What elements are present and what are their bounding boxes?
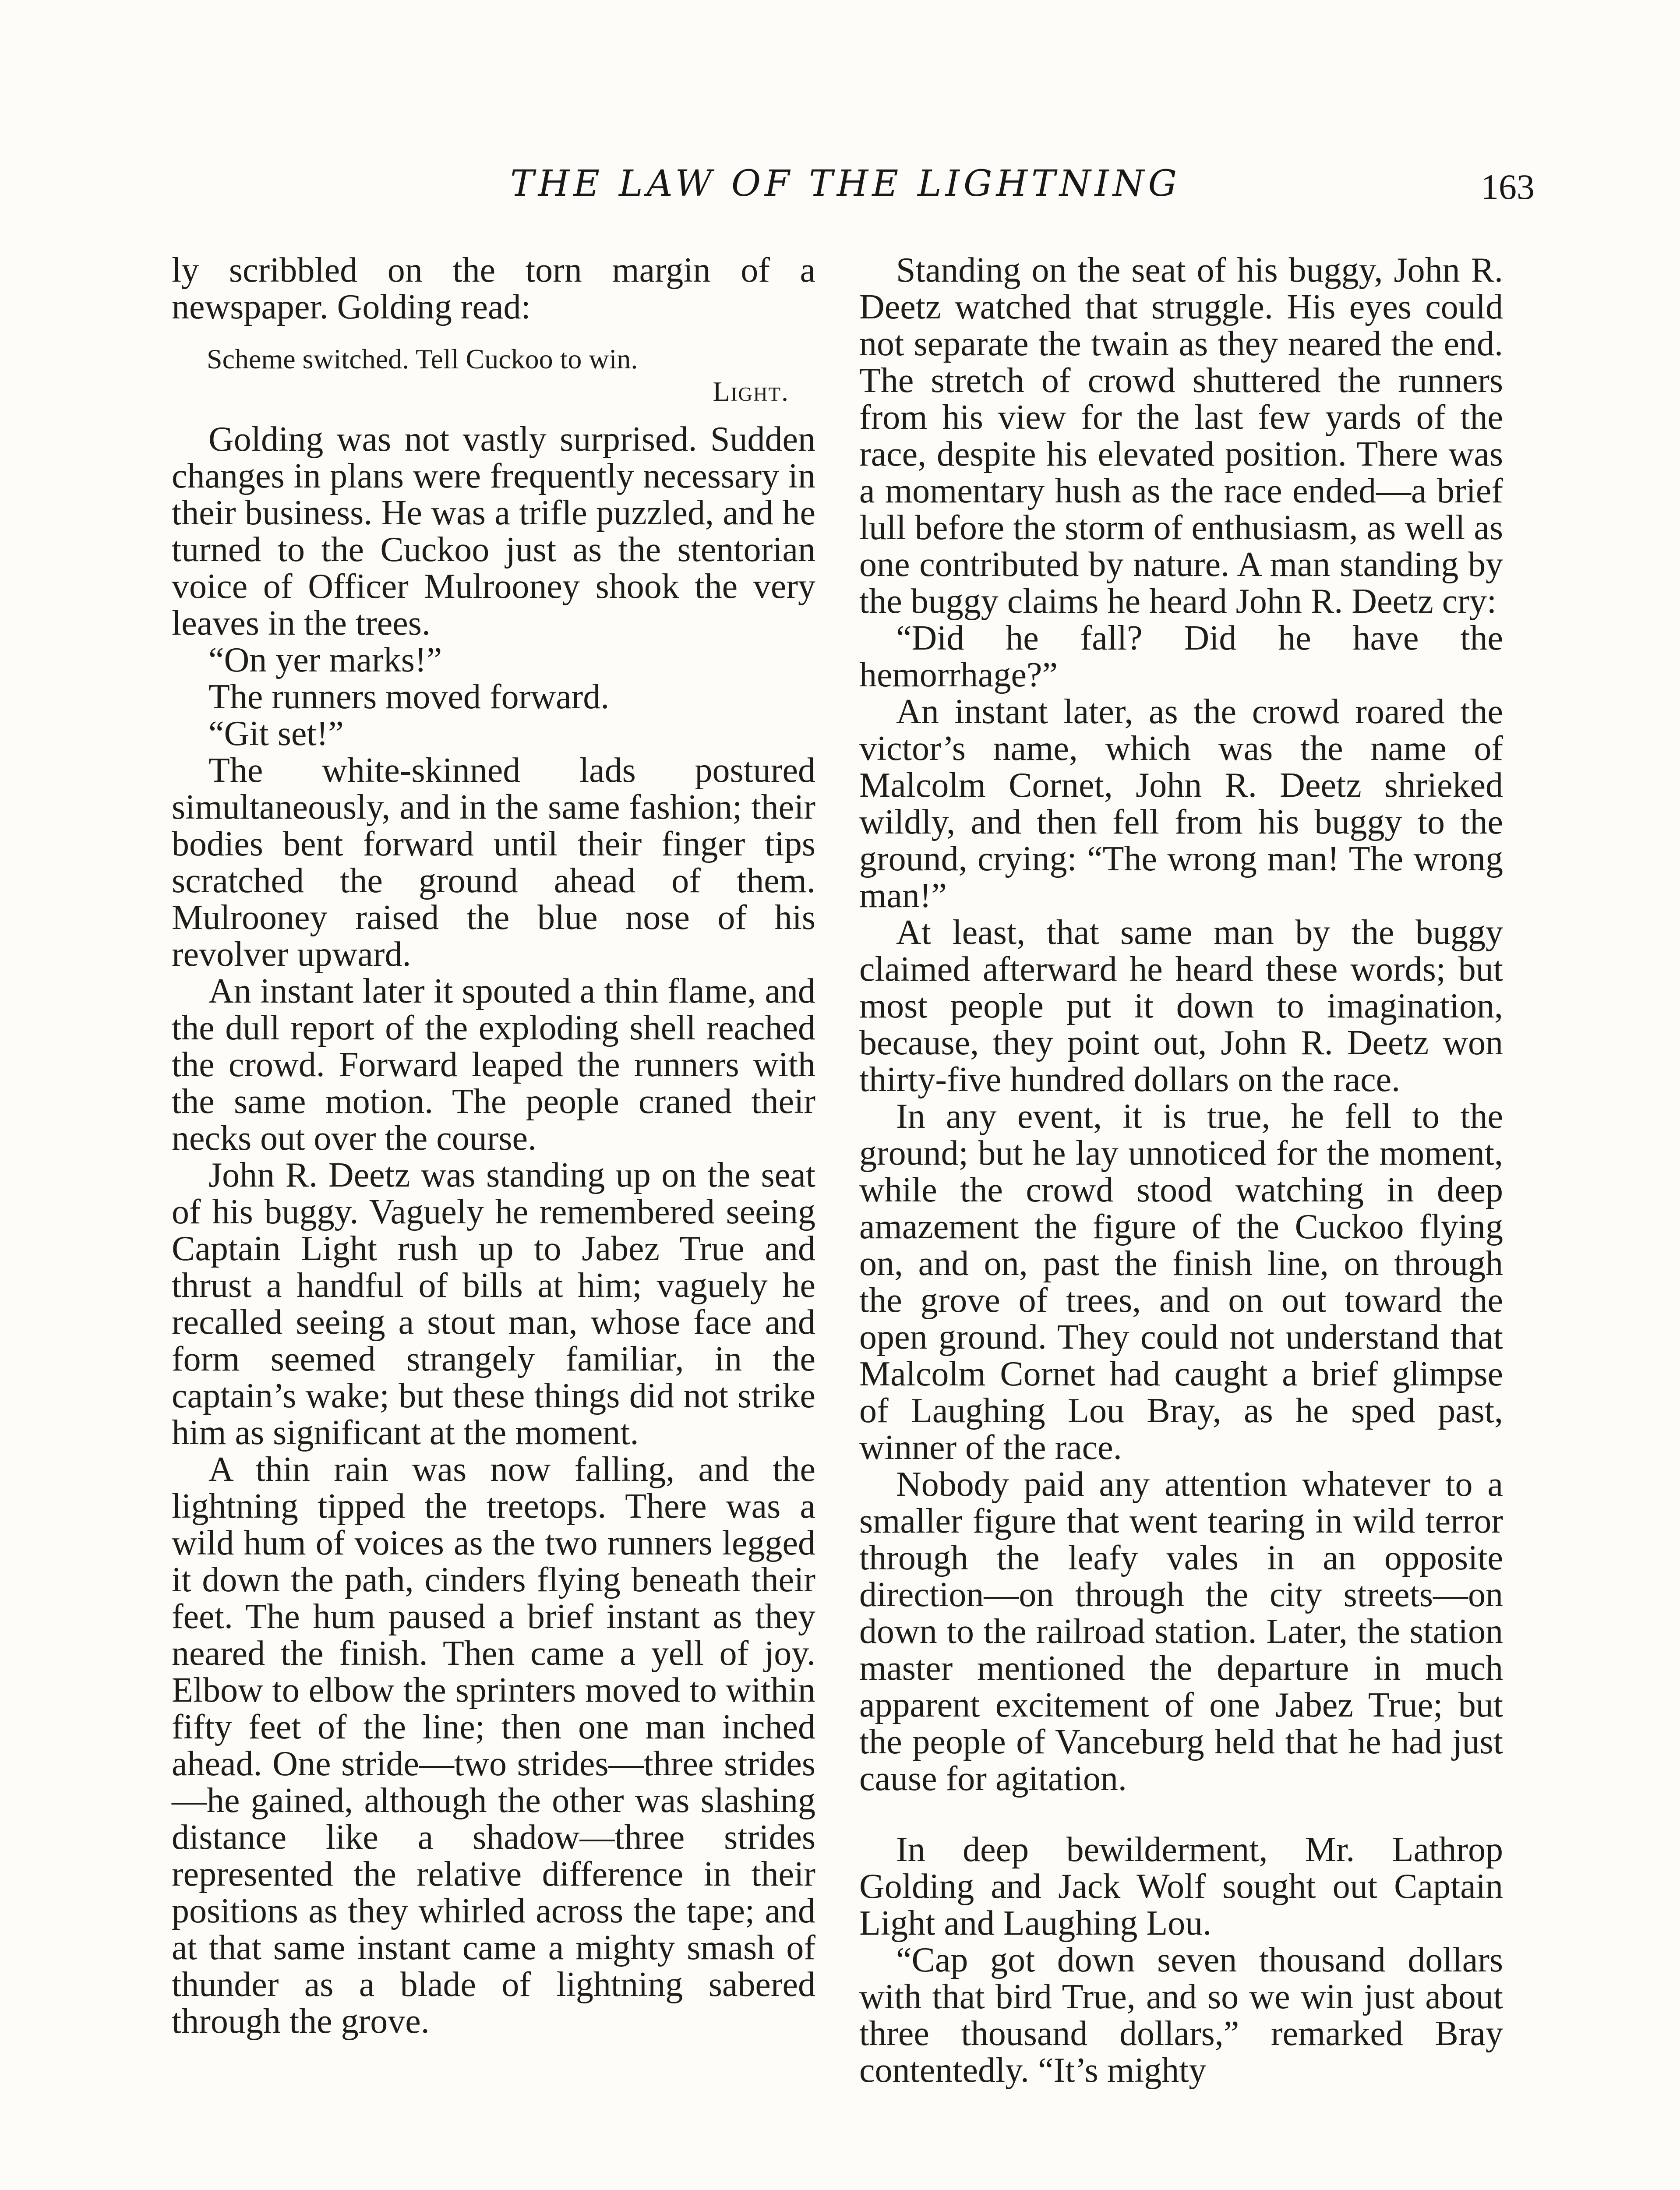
paragraph: A thin rain was now falling, and the lightning tipped the treetops. There was a wild hum of voices as the two runners legged it down the path, cinders flying beneath their feet. The hum paused a brief instant as they neared the finish. Then came a yell of joy. Elbow to elbow the sprinters moved to within fifty feet of the line; then one man inched ahead. One stride—two strides—three strides—he gained, although the other was slashing distance like a shadow—three strides represented the relative difference in their positions as they whirled across the tape; and at that same instant came a mighty smash of thunder as a blade of lightning sabered through the grove. <box>172 1450 815 2041</box>
telegram-note <box>172 343 815 408</box>
paragraph: “Did he fall? Did he have the hemorrhage?” <box>859 619 1503 694</box>
paragraph: ly scribbled on the torn margin of a newspaper. Golding read: <box>172 251 815 326</box>
paragraph: An instant later, as the crowd roared the victor’s name, which was the name of Malcolm Cornet, John R. Deetz shrieked wildly, and then fell from his buggy to the ground, crying: “The wrong man! The wrong man!” <box>859 692 1503 915</box>
paragraph: “Git set!” <box>208 714 344 753</box>
paragraph: Standing on the seat of his buggy, John R. Deetz watched that struggle. His eyes could not separate the twain as they neared the end. The stretch of crowd shuttered the runners from his view for the last few yards of the race, despite his elevated position. There was a momentary hush as the race ended—a brief lull before the storm of enthusiasm, as well as one contributed by nature. A man standing by the buggy claims he heard John R. Deetz cry: <box>859 251 1503 621</box>
paragraph: “Cap got down seven thousand dollars with that bird True, and so we win just about three thousand dollars,” remarked Bray contentedly. “It’s mighty <box>859 1941 1503 2090</box>
paragraph: “On yer marks!” <box>208 641 442 679</box>
paragraph: The runners moved forward. <box>208 678 610 716</box>
paragraph: In deep bewilderment, Mr. Lathrop Golding and Jack Wolf sought out Captain Light and Laughing Lou. <box>859 1830 1503 1943</box>
paragraph: Nobody paid any attention whatever to a smaller figure that went tearing in wild terror through the leafy vales in an opposite direction—on through the city streets—on down to the railroad station. Later, the station master mentioned the departure in much apparent excitement of one Jabez True; but the people of Vanceburg held that he had just cause for agitation. <box>859 1465 1503 1798</box>
paragraph: In any event, it is true, he fell to the ground; but he lay unnoticed for the moment, while the crowd stood watching in deep amazement the figure of the Cuckoo flying on, and on, past the finish line, on through the grove of trees, and on out toward the open ground. They could not understand that Malcolm Cornet had caught a brief glimpse of Laughing Lou Bray, as he sped past, winner of the race. <box>859 1097 1503 1467</box>
section-break <box>859 1797 1503 1831</box>
page-number: 163 <box>1481 167 1535 207</box>
right-column <box>859 252 1503 2089</box>
paragraph: Golding was not vastly surprised. Sudden changes in plans were frequently necessary in their business. He was a trifle puzzled, and he turned to the Cuckoo just as the stentorian voice of Officer Mulrooney shook the very leaves in the trees. <box>172 420 815 643</box>
left-column <box>172 252 815 2040</box>
paragraph: An instant later it spouted a thin flame, and the dull report of the exploding shell reached the crowd. Forward leaped the runners with the same motion. The people craned their necks out over the course. <box>172 972 815 1158</box>
paragraph: The white-skinned lads postured simultaneously, and in the same fashion; their bodies bent forward until their finger tips scratched the ground ahead of them. Mulrooney raised the blue nose of his revolver upward. <box>172 751 815 974</box>
note-text: Scheme switched. Tell Cuckoo to win. <box>207 343 638 374</box>
running-title: THE LAW OF THE LIGHTNING <box>510 163 1181 205</box>
paragraph: At least, that same man by the buggy claimed afterward he heard these words; but most people put it down to imagination, because, they point out, John R. Deetz won thirty-five hundred dollars on the race. <box>859 913 1503 1099</box>
note-signature: Light. <box>713 376 789 407</box>
paragraph: John R. Deetz was standing up on the seat of his buggy. Vaguely he remembered seeing Captain Light rush up to Jabez True and thrust a handful of bills at him; vaguely he recalled seeing a stout man, whose face and form seemed strangely familiar, in the captain’s wake; but these things did not strike him as significant at the moment. <box>172 1156 815 1452</box>
